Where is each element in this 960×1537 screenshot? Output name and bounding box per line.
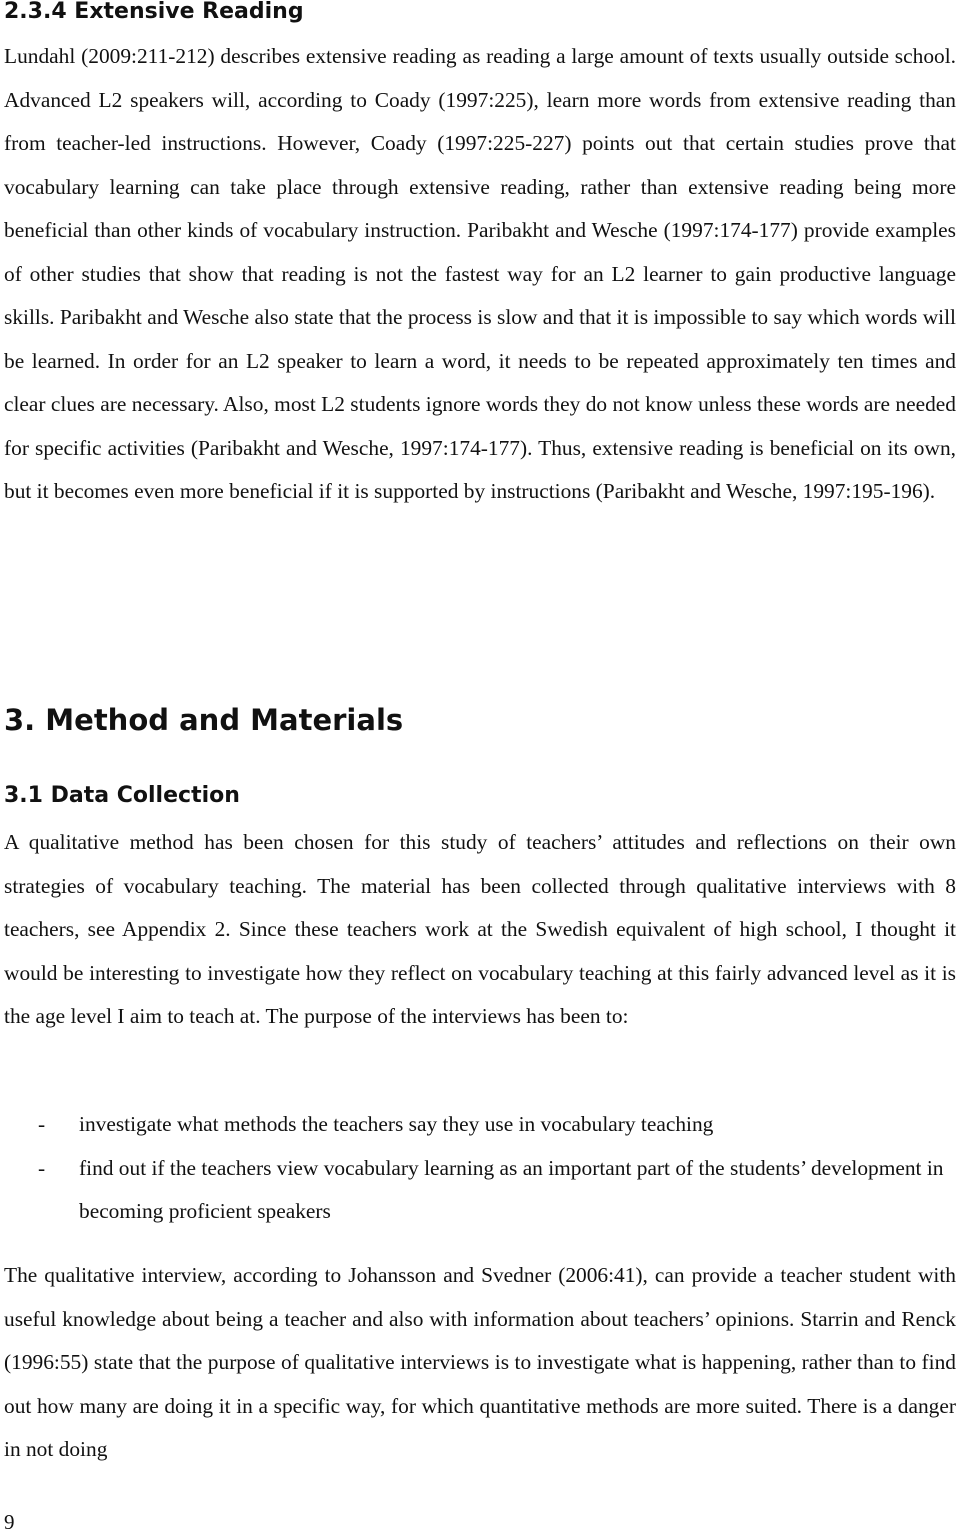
data-collection-paragraph: A qualitative method has been chosen for this study of teachers’ attitudes and reflections on their own strategies of vocabulary teaching. The material has been collected through qualitative interviews with 8 teachers, see Appendix 2. Since these teachers work at the Swedish equivalent of high school, I thought it would be interesting to investigate how they reflect on vocabulary teaching at this fairly advanced level as it is the age level I aim to teach at. The purpose of the interviews has been to: bbox=[4, 830, 956, 1028]
list-item-text: find out if the teachers view vocabulary learning as an important part of the students’ development in becoming proficient speakers bbox=[79, 1155, 944, 1223]
page-number: 9 bbox=[4, 1510, 15, 1534]
list-item bbox=[4, 1103, 956, 1147]
purpose-list bbox=[4, 1103, 956, 1234]
list-item-text: investigate what methods the teachers say they use in vocabulary teaching bbox=[79, 1112, 714, 1136]
section-heading-extensive-reading: 2.3.4 Extensive Reading bbox=[4, 0, 304, 24]
extensive-reading-paragraph: Lundahl (2009:211-212) describes extensive reading as reading a large amount of texts usually outside school. Advanced L2 speakers will, according to Coady (1997:225), learn more words from extensive reading than from teacher-led instructions. However, Coady (1997:225-227) points out that certain studies prove that vocabulary learning can take place through extensive reading, rather than extensive reading being more beneficial than other kinds of vocabulary instruction. Paribakht and Wesche (1997:174-177) provide examples of other studies that show that reading is not the fastest way for an L2 learner to gain productive language skills. Paribakht and Wesche also state that the process is slow and that it is impossible to say which words will be learned. In order for an L2 speaker to learn a word, it needs to be repeated approximately ten times and clear clues are necessary. Also, most L2 students ignore words they do not know unless these words are needed for specific activities (Paribakht and Wesche, 1997:174-177). Thus, extensive reading is beneficial on its own, but it becomes even more beneficial if it is supported by instructions (Paribakht and Wesche, 1997:195-196). bbox=[4, 44, 956, 503]
list-dash-marker: - bbox=[38, 1155, 46, 1180]
qualitative-interview-paragraph: The qualitative interview, according to Johansson and Svedner (2006:41), can provide a teacher student with useful knowledge about being a teacher and also with information about teachers’ opinions. Starrin and Renck (1996:55) state that the purpose of qualitative interviews is to investigate what is happening, rather than to find out how many are doing it in a specific way, for which quantitative methods are more suited. There is a danger in not doing bbox=[4, 1263, 956, 1461]
list-dash-marker: - bbox=[38, 1112, 46, 1136]
document-page bbox=[4, 0, 956, 1461]
subsection-heading-data-collection: 3.1 Data Collection bbox=[4, 783, 240, 808]
chapter-heading-method-and-materials: 3. Method and Materials bbox=[4, 703, 404, 737]
list-item bbox=[4, 1147, 956, 1234]
